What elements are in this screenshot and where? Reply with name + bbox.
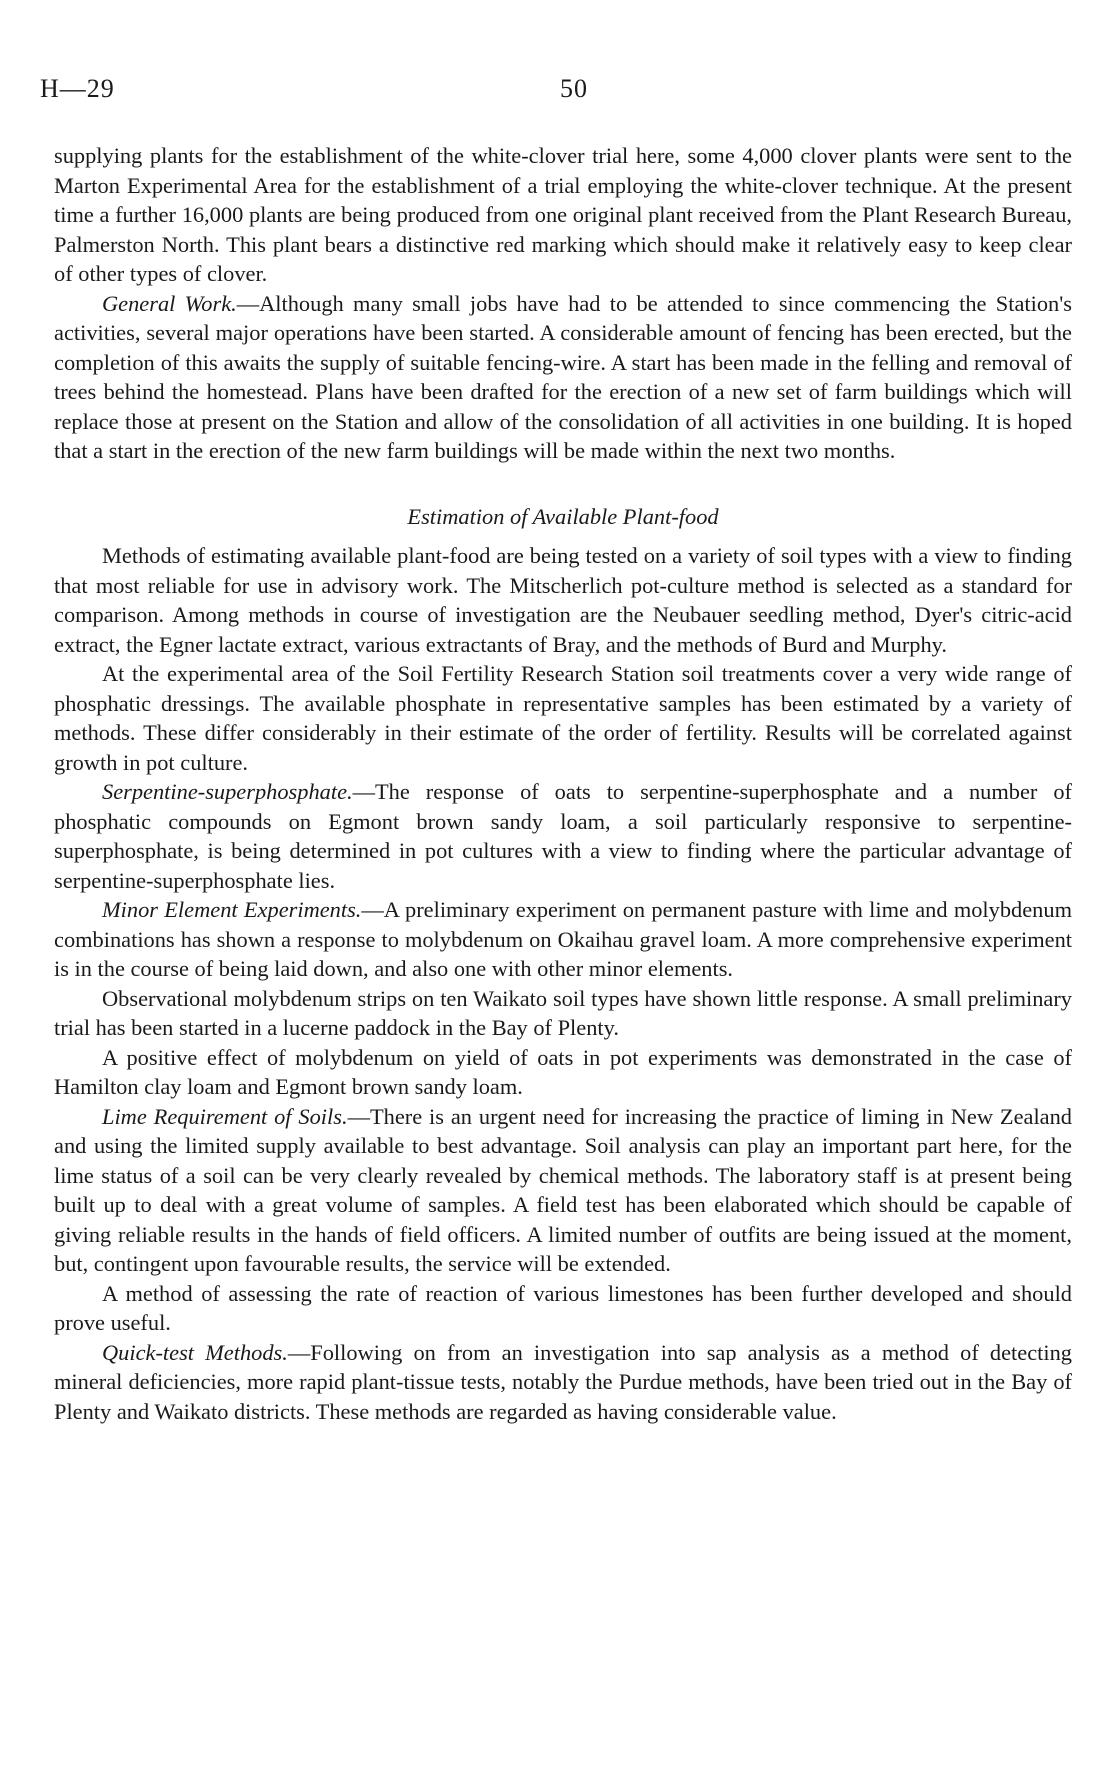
- report-reference: H—29: [40, 74, 115, 103]
- paragraph: [54, 1279, 1072, 1338]
- paragraph-text: —Following on from an investigation into sap analysis as a method of detecting mineral deficiencies, more rapid plant-tissue tests, notably the Purdue methods, have been tried out in the Bay of Plenty and Waikato districts. These methods are regarded as having considerable value.: [54, 1339, 1072, 1424]
- paragraph-text: —There is an urgent need for increasing the practice of liming in New Zealand and using the limited supply available to best advantage. Soil analysis can play an important part here, for the lime status of a soil can be very clearly revealed by chemical methods. The laboratory staff is at present being built up to deal with a great volume of samples. A field test has been elaborated which should be capable of giving reliable results in the hands of field officers. A limited number of outfits are being issued at the moment, but, contingent upon favourable results, the service will be extended.: [54, 1103, 1072, 1276]
- paragraph: [54, 289, 1072, 466]
- paragraph: [54, 1102, 1072, 1279]
- run-in-heading: Minor Element Experiments.: [102, 897, 362, 922]
- paragraph-text: Observational molybdenum strips on ten Waikato soil types have shown little response. A small preliminary trial has been started in a lucerne paddock in the Bay of Plenty.: [54, 985, 1072, 1040]
- paragraph: [54, 777, 1072, 895]
- paragraph-text: A positive effect of molybdenum on yield of oats in pot experiments was demonstrated in the case of Hamilton clay loam and Egmont brown sandy loam.: [54, 1044, 1072, 1099]
- page-number: 50: [560, 74, 588, 103]
- paragraph: [54, 541, 1072, 659]
- paragraph: [54, 1338, 1072, 1427]
- paragraph: [54, 984, 1072, 1043]
- running-header: [40, 74, 1080, 104]
- paragraph-text: —Although many small jobs have had to be attended to since commencing the Station's activities, several major operations have been started. A considerable amount of fencing has been erected, but the completion of this awaits the supply of suitable fencing-wire. A start has been made in the felling and removal of trees behind the homestead. Plans have been drafted for the erection of a new set of farm buildings which will replace those at present on the Station and allow of the consolidation of all activities in one building. It is hoped that a start in the erection of the new farm buildings will be made within the next two months.: [54, 290, 1072, 463]
- section-heading: Estimation of Available Plant-food: [407, 503, 719, 529]
- run-in-heading: Serpentine-superphosphate.: [102, 779, 353, 804]
- paragraph-text: A method of assessing the rate of reaction of various limestones has been further developed and should prove useful.: [54, 1280, 1072, 1335]
- run-in-heading: Quick-test Methods.: [102, 1339, 288, 1365]
- paragraph-text: —A preliminary experiment on permanent pasture with lime and molybdenum combinations has shown a response to molybdenum on Okaihau gravel loam. A more comprehensive experiment is in the course of being laid down, and also one with other minor elements.: [54, 897, 1072, 981]
- paragraph-text: supplying plants for the establishment of the white-clover trial here, some 4,000 clover plants were sent to the Marton Experimental Area for the establishment of a trial employing the white-clover technique. At the present time a further 16,000 plants are being produced from one original plant received from the Plant Research Bureau, Palmerston North. This plant bears a distinctive red marking which should make it relatively easy to keep clear of other types of clover.: [54, 143, 1072, 286]
- body-text: [54, 141, 1072, 1426]
- run-in-heading: General Work.: [102, 290, 237, 316]
- paragraph: [54, 895, 1072, 984]
- paragraph-text: —The response of oats to serpentine-superphosphate and a number of phosphatic compounds on Egmont brown sandy loam, a soil particularly responsive to serpentine-superphosphate, is being determined in pot cultures with a view to finding where the particular advantage of serpentine-superphosphate lies.: [54, 779, 1072, 893]
- paragraph-text: At the experimental area of the Soil Fertility Research Station soil treatments cover a very wide range of phosphatic dressings. The available phosphate in representative samples has been estimated by a variety of methods. These differ considerably in their estimate of the order of fertility. Results will be correlated against growth in pot culture.: [54, 661, 1072, 775]
- paragraph: [54, 141, 1072, 289]
- paragraph-text: Methods of estimating available plant-food are being tested on a variety of soil types with a view to finding that most reliable for use in advisory work. The Mitscherlich pot-culture method is selected as a standard for comparison. Among methods in course of investigation are the Neubauer seedling method, Dyer's citric-acid extract, the Egner lactate extract, various extractants of Bray, and the methods of Burd and Murphy.: [54, 543, 1072, 657]
- paragraph: [54, 1043, 1072, 1102]
- paragraph: [54, 659, 1072, 777]
- run-in-heading: Lime Requirement of Soils.: [102, 1103, 348, 1129]
